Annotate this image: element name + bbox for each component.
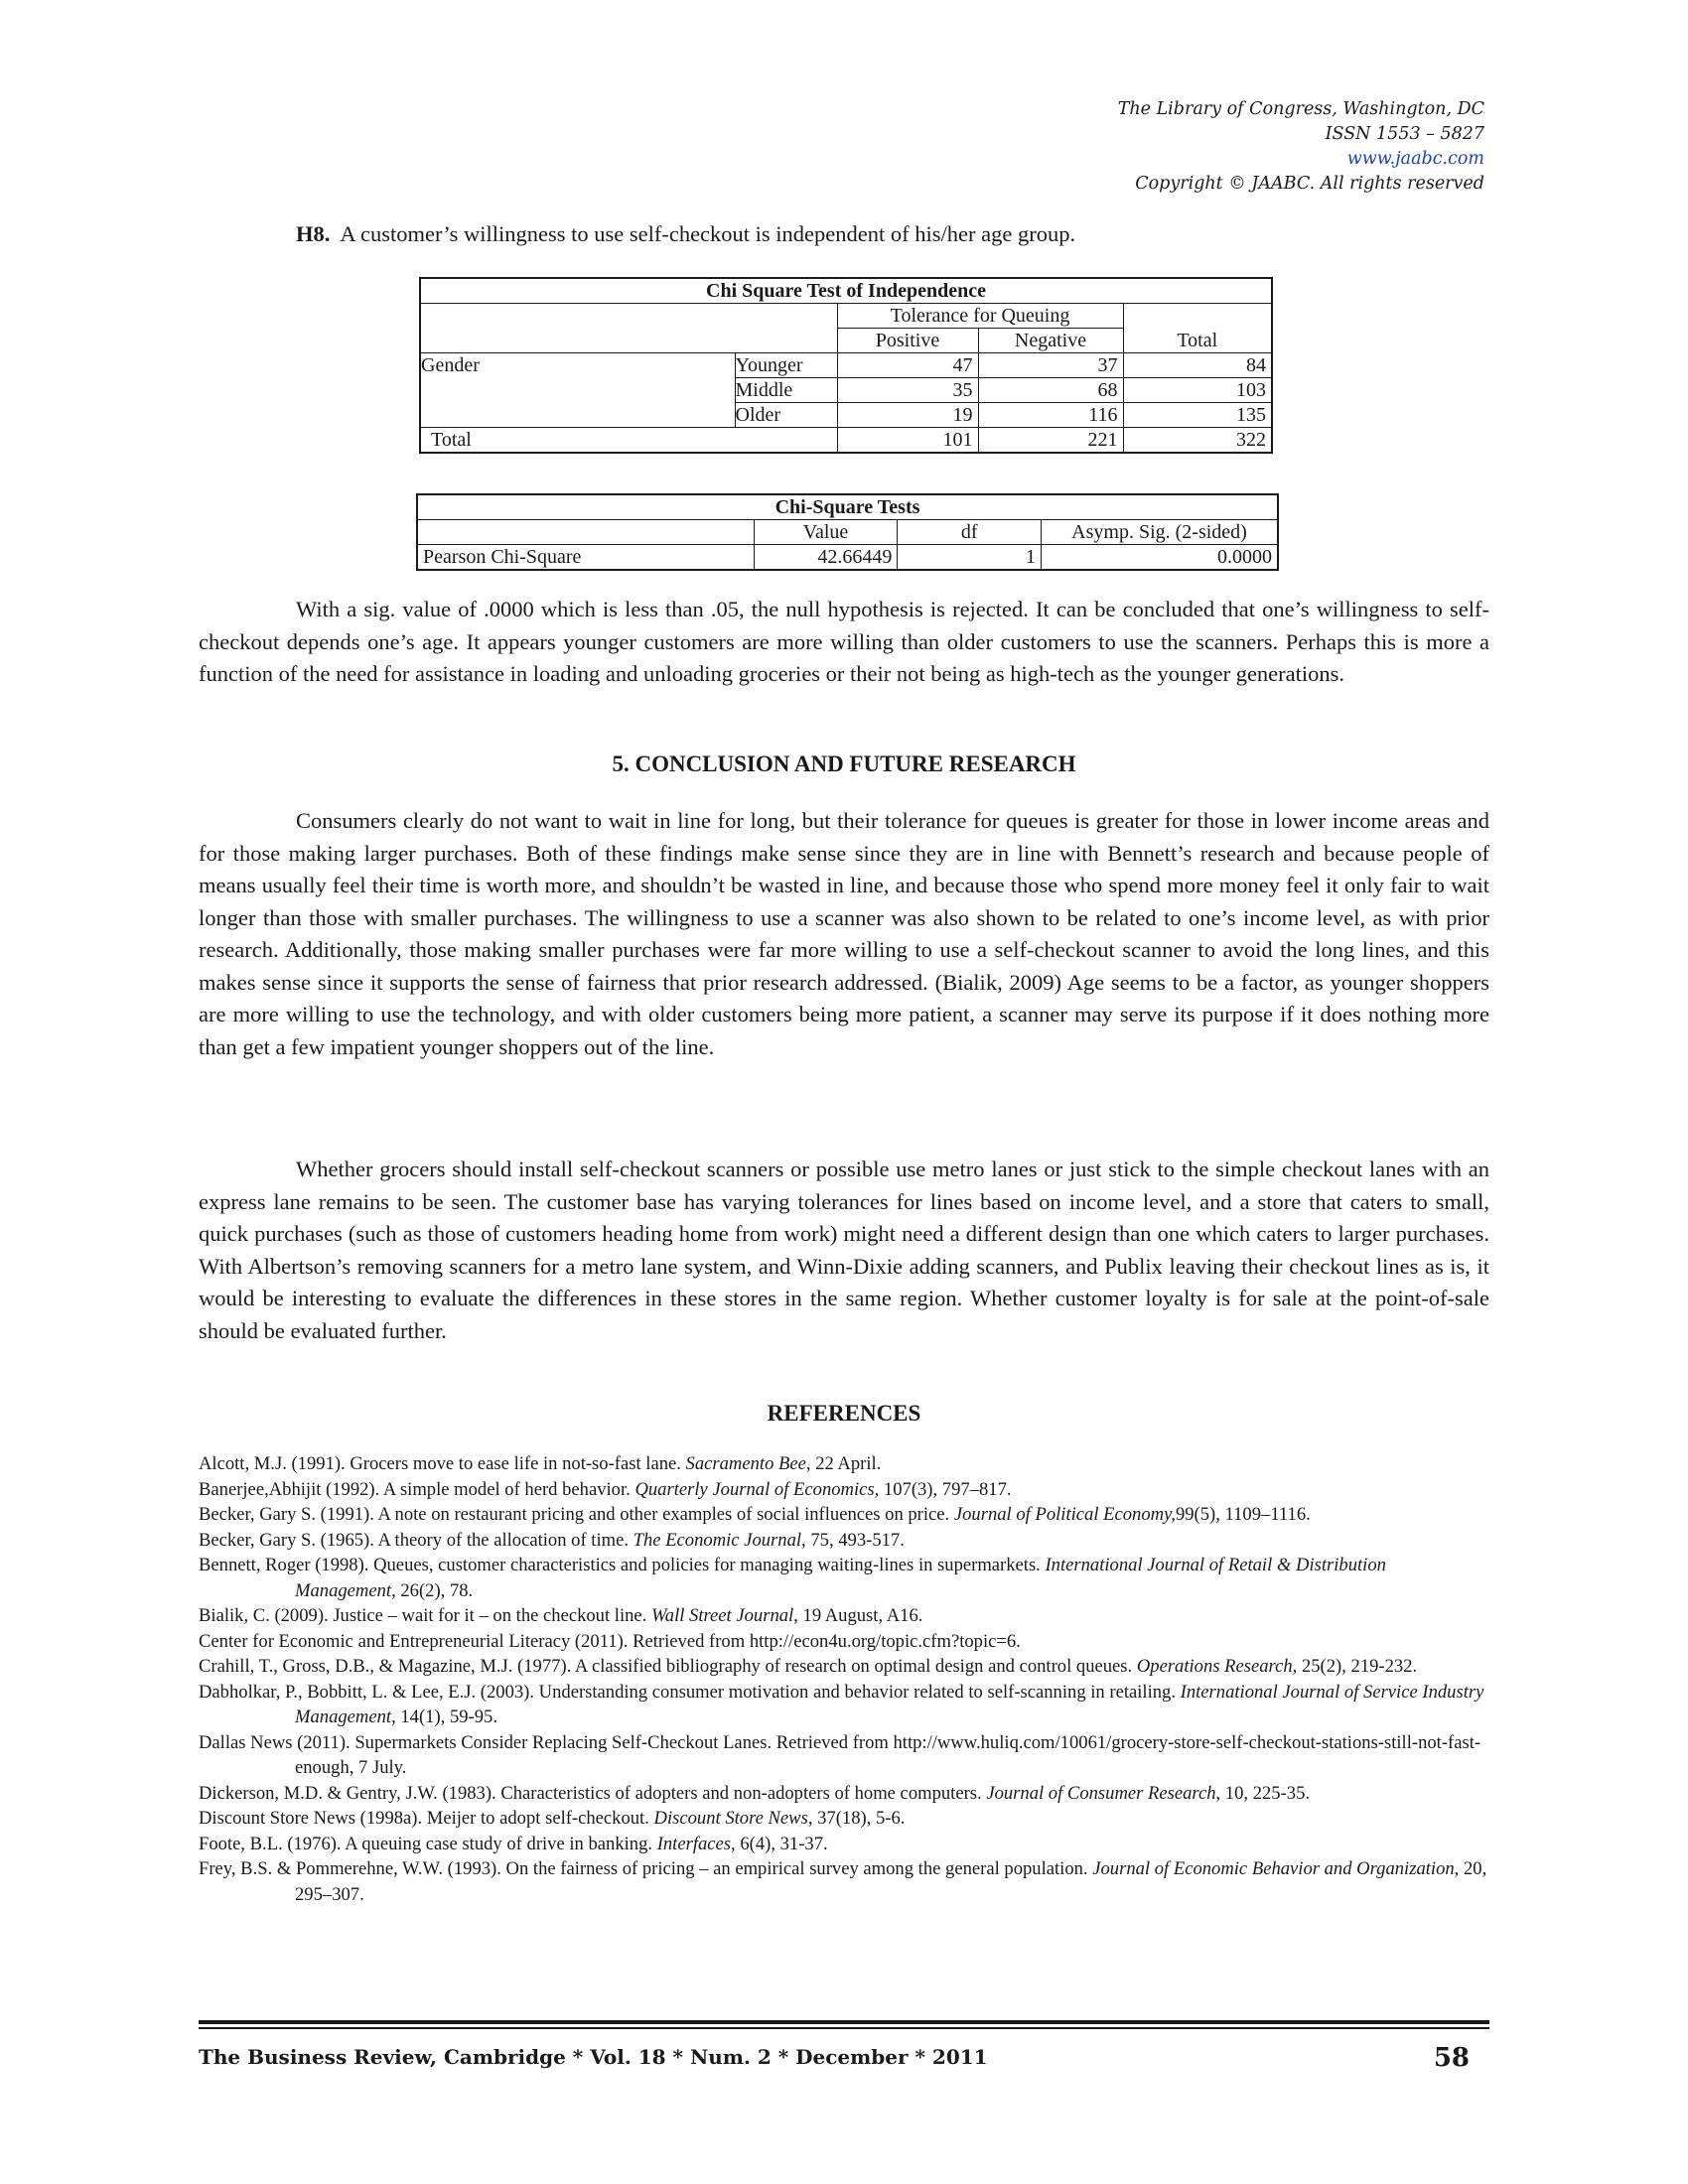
reference-item: Becker, Gary S. (1991). A note on restaurant pricing and other examples of social influences on price. Journal of Political Economy,99(5), 1109–1116. (199, 1504, 1311, 1525)
references-list (199, 1451, 1489, 1907)
chi-square-tests-table (416, 493, 1279, 571)
reference-item: Foote, B.L. (1976). A queuing case study of drive in banking. Interfaces, 6(4), 31-37. (199, 1833, 828, 1854)
table2-col-df: df (898, 520, 1042, 545)
table1-older-positive: 19 (837, 403, 978, 428)
table1-middle-negative: 68 (978, 378, 1123, 403)
table1-younger-total: 84 (1123, 353, 1272, 378)
paragraph-conclusion-1: Consumers clearly do not want to wait in line for long, but their tolerance for queues is greater for those in lower income areas and for those making larger purchases. Both of these findings make sense since they are in line with Bennett’s research and because people of means usually feel their time is worth more, and shouldn’t be wasted in line, and because those who spend more money feel it only fair to wait longer than those with smaller purchases. The willingness to use a scanner was also shown to be related to one’s income level, as with prior research. Additionally, those making smaller purchases were far more willing to use a self-checkout scanner to avoid the long lines, and this makes sense since it supports the sense of fairness that prior research addressed. (Bialik, 2009) Age seems to be a factor, as younger shoppers are more willing to use the technology, and with older customers being more patient, a scanner may serve its purpose if it does nothing more than get a few impatient younger shoppers out of the line. (199, 808, 1489, 1059)
table1-col-negative: Negative (978, 329, 1123, 353)
reference-item: Frey, B.S. & Pommerehne, W.W. (1993). On the fairness of pricing – an empirical survey among the general population. Journal of Economic Behavior and Organization, 20, 295–307. (199, 1858, 1487, 1905)
footer-journal-info: The Business Review, Cambridge * Vol. 18 * Num. 2 * December * 2011 (199, 2045, 988, 2069)
table1-younger-negative: 37 (978, 353, 1123, 378)
table2-corner (417, 520, 754, 545)
section-5-heading: 5. CONCLUSION AND FUTURE RESEARCH (612, 751, 1076, 776)
reference-item: Dabholkar, P., Bobbitt, L. & Lee, E.J. (2003). Understanding consumer motivation and behavior related to self-scanning in retailing. International Journal of Service Industry Management, 14(1), 59-95. (199, 1681, 1484, 1727)
table1-row-younger-label: Younger (735, 353, 837, 378)
table1-middle-total: 103 (1123, 378, 1272, 403)
table1-title: Chi Square Test of Independence (420, 278, 1272, 304)
table2-value: 42.66449 (754, 545, 898, 571)
paragraph-results: With a sig. value of .0000 which is less than .05, the null hypothesis is rejected. It can be concluded that one’s willingness to self-checkout depends one’s age. It appears younger customers are more willing than older customers to use the scanners. Perhaps this is more a function of the need for assistance in loading and unloading groceries or their not being as high-tech as the younger generations. (199, 597, 1489, 686)
hypothesis-h8 (296, 220, 1075, 248)
table1-older-negative: 116 (978, 403, 1123, 428)
reference-item: Center for Economic and Entrepreneurial Literacy (2011). Retrieved from http://econ4u.org/topic.cfm?topic=6. (199, 1630, 1021, 1652)
header-website-link[interactable]: www.jaabc.com (1346, 149, 1484, 169)
paragraph-conclusion-2: Whether grocers should install self-checkout scanners or possible use metro lanes or just stick to the simple checkout lanes with an express lane remains to be seen. The customer base has varying tolerances for lines based on income level, and a store that caters to small, quick purchases (such as those of customers heading home from work) might need a different design than one which caters to larger purchases. With Albertson’s removing scanners for a metro lane system, and Winn-Dixie adding scanners, and Publix leaving their checkout lines as is, it would be interesting to evaluate the differences in these stores in the same region. Whether customer loyalty is for sale at the point-of-sale should be evaluated further. (199, 1157, 1489, 1343)
reference-item: Alcott, M.J. (1991). Grocers move to ease life in not-so-fast lane. Sacramento Bee, 22 April. (199, 1453, 882, 1474)
table1-total-total: 322 (1123, 428, 1272, 454)
table2-df: 1 (898, 545, 1042, 571)
references-heading: REFERENCES (767, 1401, 921, 1426)
table2-title: Chi-Square Tests (417, 494, 1278, 520)
table1-total-negative: 221 (978, 428, 1123, 454)
table1-col-positive: Positive (837, 329, 978, 353)
header-issn: ISSN 1553 – 5827 (1325, 124, 1484, 144)
table2-col-sig: Asymp. Sig. (2-sided) (1042, 520, 1278, 545)
table1-total-label: Total (420, 428, 837, 454)
reference-item: Bennett, Roger (1998). Queues, customer characteristics and policies for managing waiting-lines in supermarkets. International Journal of Retail & Distribution Management, 26(2), 78. (199, 1555, 1386, 1601)
hypothesis-label: H8. (296, 221, 331, 246)
table2-row-label: Pearson Chi-Square (417, 545, 754, 571)
reference-item: Crahill, T., Gross, D.B., & Magazine, M.J. (1977). A classified bibliography of research on optimal design and control queues. Operations Research, 25(2), 219-232. (199, 1656, 1418, 1677)
table1-group-header: Tolerance for Queuing (837, 304, 1123, 329)
table1-row-label: Gender (420, 353, 735, 428)
table1-row-older-label: Older (735, 403, 837, 428)
header-copyright: Copyright © JAABC. All rights reserved (1135, 174, 1484, 194)
footer-divider-thick (199, 2020, 1489, 2024)
hypothesis-text: A customer’s willingness to use self-checkout is independent of his/her age group. (340, 221, 1076, 246)
chi-square-independence-table (419, 277, 1273, 454)
table-row (420, 353, 1272, 378)
table2-col-value: Value (754, 520, 898, 545)
table-row (417, 545, 1278, 571)
table2-sig: 0.0000 (1042, 545, 1278, 571)
reference-item: Banerjee,Abhijit (1992). A simple model of herd behavior. Quarterly Journal of Economics, 107(3), 797–817. (199, 1478, 1012, 1500)
header-library: The Library of Congress, Washington, DC (1117, 99, 1484, 119)
running-header (1118, 97, 1484, 197)
table1-younger-positive: 47 (837, 353, 978, 378)
reference-item: Discount Store News (1998a). Meijer to adopt self-checkout. Discount Store News, 37(18), 5-6. (199, 1808, 906, 1829)
table-row (420, 428, 1272, 454)
table1-row-middle-label: Middle (735, 378, 837, 403)
table1-total-positive: 101 (837, 428, 978, 454)
reference-item: Bialik, C. (2009). Justice – wait for it – on the checkout line. Wall Street Journal, 19 August, A16. (199, 1605, 923, 1626)
table1-col-total: Total (1123, 304, 1272, 353)
table1-corner (420, 304, 837, 353)
table1-middle-positive: 35 (837, 378, 978, 403)
page-number: 58 (1433, 2043, 1470, 2073)
reference-item: Dallas News (2011). Supermarkets Consider Replacing Self-Checkout Lanes. Retrieved from http://www.huliq.com/10061/grocery-store-self-checkout-stations-still-not-fast-enough, 7 July. (199, 1731, 1481, 1778)
footer-divider-thin (199, 2027, 1489, 2029)
reference-item: Becker, Gary S. (1965). A theory of the allocation of time. The Economic Journal, 75, 493-517. (199, 1529, 905, 1551)
reference-item: Dickerson, M.D. & Gentry, J.W. (1983). Characteristics of adopters and non-adopters of home computers. Journal of Consumer Research, 10, 225-35. (199, 1782, 1311, 1804)
table1-older-total: 135 (1123, 403, 1272, 428)
